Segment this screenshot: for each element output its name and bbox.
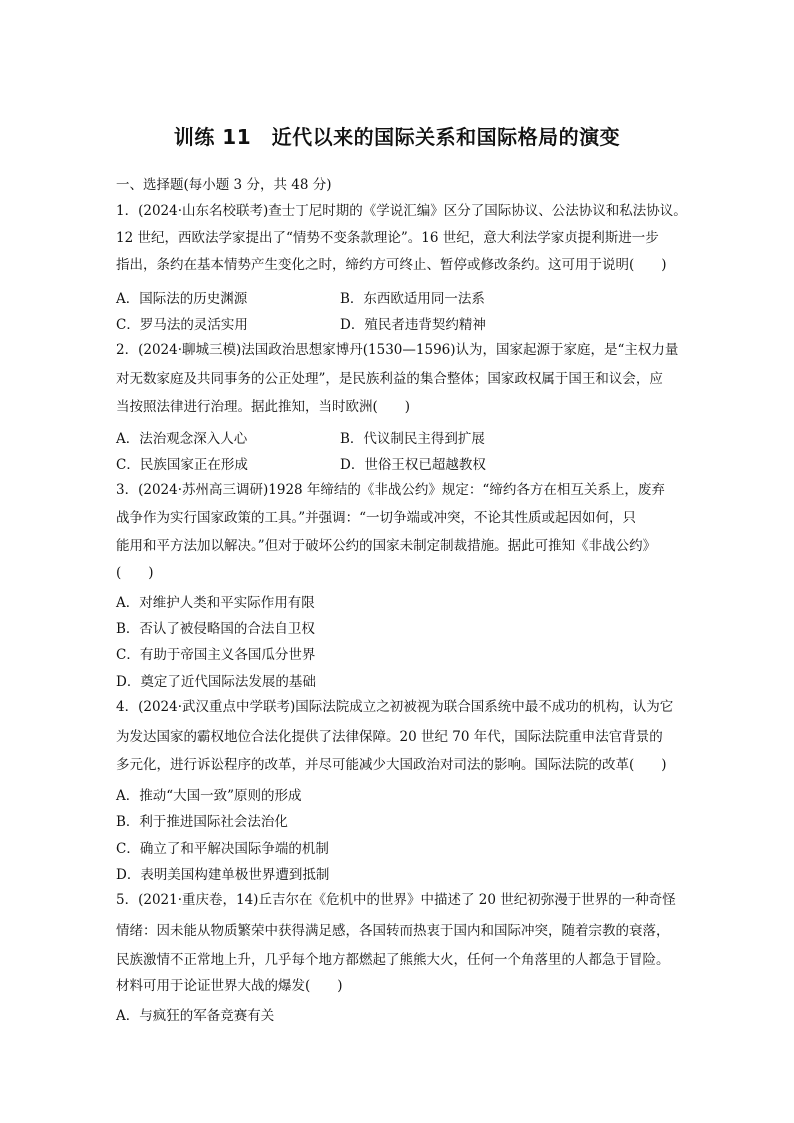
question-1-option-b: B．东西欧适用同一法系 — [340, 291, 485, 307]
question-4-line-2: 为发达国家的霸权地位合法化提供了法律保障。20 世纪 70 年代，国际法院重申法官背景的 — [116, 729, 663, 745]
question-2-line-1: 2．(2024·聊城三模)法国政治思想家博丹(1530—1596)认为，国家起源于家庭，是“主权力量 — [116, 342, 679, 358]
question-3-line-4: ( ) — [116, 565, 154, 581]
question-3-option-b: B．否认了被侵略国的合法自卫权 — [116, 621, 315, 637]
question-1-line-2: 12 世纪，西欧法学家提出了“情势不变条款理论”。16 世纪，意大利法学家贞提利斯进一步 — [116, 230, 659, 246]
question-4-line-1: 4．(2024·武汉重点中学联考)国际法院成立之初被视为联合国系统中最不成功的机构，认为它 — [116, 699, 674, 715]
question-1-line-1: 1．(2024·山东名校联考)查士丁尼时期的《学说汇编》区分了国际协议、公法协议和私法协议。 — [116, 203, 687, 219]
question-1-option-c: C．罗马法的灵活实用 — [116, 317, 248, 333]
question-5-line-2: 情绪：因未能从物质繁荣中获得满足感，各国转而热衷于国内和国际冲突，随着宗教的衰落， — [116, 923, 670, 939]
question-4-option-a: A．推动“大国一致”原则的形成 — [116, 788, 302, 804]
question-3-option-a: A．对维护人类和平实际作用有限 — [116, 595, 315, 611]
question-3-line-2: 战争作为实行国家政策的工具。”并强调：“一切争端或冲突，不论其性质或起因如何，只 — [116, 510, 637, 526]
section-heading: 一、选择题(每小题 3 分，共 48 分) — [116, 177, 332, 193]
question-3-line-1: 3．(2024·苏州高三调研)1928 年缔结的《非战公约》规定：“缔约各方在相互关系上，废弃 — [116, 482, 665, 498]
question-4-option-c: C．确立了和平解决国际争端的机制 — [116, 841, 329, 857]
question-1-option-a: A．国际法的历史渊源 — [116, 291, 248, 307]
question-5-line-1: 5．(2021·重庆卷，14)丘吉尔在《危机中的世界》中描述了 20 世纪初弥漫于世界的一种奇怪 — [116, 892, 676, 908]
question-2-option-d: D．世俗王权已超越教权 — [340, 457, 486, 473]
question-3-option-d: D．奠定了近代国际法发展的基础 — [116, 674, 316, 690]
question-3-line-3: 能用和平方法加以解决。”但对于破坏公约的国家未制定制裁措施。据此可推知《非战公约》 — [116, 538, 657, 554]
question-5-line-4: 材料可用于论证世界大战的爆发( ) — [116, 978, 343, 994]
question-5-line-3: 民族激情不正常地上升，几乎每个地方都燃起了熊熊大火，任何一个角落里的人都急于冒险。 — [116, 952, 670, 968]
question-4-option-b: B．利于推进国际社会法治化 — [116, 814, 288, 830]
question-1-option-d: D．殖民者违背契约精神 — [340, 317, 486, 333]
question-2-line-2: 对无数家庭及共同事务的公正处理”，是民族利益的集合整体；国家政权属于国王和议会，应 — [116, 371, 663, 387]
question-4-line-3: 多元化，进行诉讼程序的改革，并尽可能减少大国政治对司法的影响。国际法院的改革( ) — [116, 757, 667, 773]
question-2-option-a: A．法治观念深入人心 — [116, 431, 248, 447]
question-2-option-c: C．民族国家正在形成 — [116, 457, 248, 473]
question-5-option-a: A．与疯狂的军备竞赛有关 — [116, 1008, 275, 1024]
question-4-option-d: D．表明美国构建单极世界遭到抵制 — [116, 867, 330, 883]
question-3-option-c: C．有助于帝国主义各国瓜分世界 — [116, 647, 316, 663]
question-2-line-3: 当按照法律进行治理。据此推知，当时欧洲( ) — [116, 399, 411, 415]
page-title: 训练 11 近代以来的国际关系和国际格局的演变 — [173, 125, 621, 149]
question-1-line-3: 指出，条约在基本情势产生变化之时，缔约方可终止、暂停或修改条约。这可用于说明( ) — [116, 257, 667, 273]
question-2-option-b: B．代议制民主得到扩展 — [340, 431, 485, 447]
